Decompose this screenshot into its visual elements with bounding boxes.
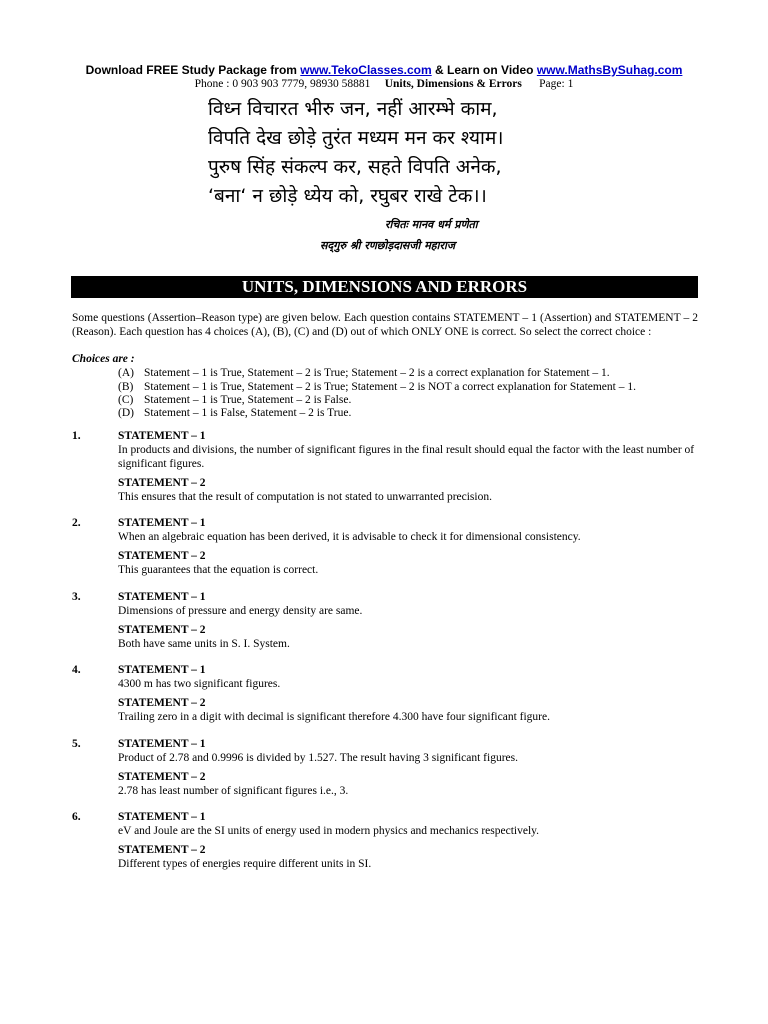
choice-text: Statement – 1 is True, Statement – 2 is False. [144, 394, 352, 406]
statement-2-label: STATEMENT – 2 [118, 550, 206, 562]
signature-line-2: सद्‌गुरु श्री रणछोड़दासजी महाराज [320, 239, 455, 252]
choice-item [118, 380, 636, 394]
section-title: UNITS, DIMENSIONS AND ERRORS [71, 276, 698, 298]
signature-line-1: रचितः मानव धर्म प्रणेता [385, 218, 478, 231]
question-statements [118, 663, 698, 724]
download-header [0, 63, 768, 77]
statement-2-text: 2.78 has least number of significant figures i.e., 3. [118, 785, 349, 797]
tekoclasses-link[interactable]: www.TekoClasses.com [300, 63, 432, 77]
mathsbysuhag-link[interactable]: www.MathsBySuhag.com [536, 63, 683, 77]
question-statements [118, 516, 698, 577]
statement-2-text: Trailing zero in a digit with decimal is significant therefore 4.300 have four significant figure. [118, 711, 550, 723]
poem-line: विपति देख छोड़े तुरंत मध्यम मन कर श्याम। [208, 127, 504, 149]
statement-2-text: Different types of energies require different units in SI. [118, 858, 372, 870]
statement-2-text: This guarantees that the equation is correct. [118, 564, 319, 576]
choice-text: Statement – 1 is False, Statement – 2 is True. [144, 407, 352, 419]
question-number: 3. [72, 591, 81, 603]
question-number: 1. [72, 430, 81, 442]
choice-label: (B) [118, 381, 134, 393]
choice-item [118, 406, 351, 420]
choice-label: (C) [118, 394, 134, 406]
topic-text: Units, Dimensions & Errors [384, 78, 522, 90]
statement-1-text: eV and Joule are the SI units of energy used in modern physics and mechanics respectively. [118, 825, 540, 837]
statement-1-label: STATEMENT – 1 [118, 591, 206, 603]
statement-2-text: This ensures that the result of computation is not stated to unwarranted precision. [118, 491, 492, 503]
question-statements [118, 810, 698, 871]
statement-2-label: STATEMENT – 2 [118, 697, 206, 709]
learn-text: & Learn on Video [431, 63, 537, 77]
choice-item [118, 366, 610, 380]
choice-text: Statement – 1 is True, Statement – 2 is True; Statement – 2 is a correct explanation for Statement – 1. [144, 367, 610, 379]
hindi-poem [208, 95, 504, 211]
choice-label: (A) [118, 367, 134, 379]
statement-1-label: STATEMENT – 1 [118, 811, 206, 823]
statement-1-label: STATEMENT – 1 [118, 517, 206, 529]
statement-2-label: STATEMENT – 2 [118, 477, 206, 489]
statement-2-label: STATEMENT – 2 [118, 624, 206, 636]
phone-text: Phone : 0 903 903 7779, 98930 58881 [194, 78, 371, 90]
choice-text: Statement – 1 is True, Statement – 2 is True; Statement – 2 is NOT a correct explanation for Statement – 1. [144, 381, 636, 393]
question-number: 4. [72, 664, 81, 676]
question-statements [118, 737, 698, 798]
question-number: 5. [72, 738, 81, 750]
poem-line: पुरुष सिंह संकल्प कर, सहते विपति अनेक, [208, 156, 502, 178]
choice-item [118, 393, 351, 407]
statement-2-label: STATEMENT – 2 [118, 771, 206, 783]
statement-1-label: STATEMENT – 1 [118, 738, 206, 750]
phone-header [0, 78, 768, 90]
choice-label: (D) [118, 407, 134, 419]
download-text: Download FREE Study Package from [85, 63, 301, 77]
statement-1-label: STATEMENT – 1 [118, 664, 206, 676]
statement-1-text: 4300 m has two significant figures. [118, 678, 281, 690]
page-number: Page: 1 [539, 78, 574, 90]
statement-1-label: STATEMENT – 1 [118, 430, 206, 442]
statement-1-text: When an algebraic equation has been derived, it is advisable to check it for dimensional consistency. [118, 531, 581, 543]
poem-line: विध्न विचारत भीरु जन, नहीं आरम्भे काम, [208, 98, 498, 120]
statement-1-text: Product of 2.78 and 0.9996 is divided by 1.527. The result having 3 significant figures. [118, 752, 518, 764]
instructions-paragraph: Some questions (Assertion–Reason type) are given below. Each question contains STATEMENT – 1 (Assertion) and STATEMENT – 2 (Reason). Each question has 4 choices (A), (B), (C) and (D) out of which ONLY ONE is correct. So select the correct choice : [72, 312, 698, 338]
choices-heading: Choices are : [72, 353, 135, 365]
statement-2-label: STATEMENT – 2 [118, 844, 206, 856]
poem-line: ‘बना‘ न छोड़े ध्येय को, रघुबर राखे टेक।। [208, 185, 487, 207]
statement-2-text: Both have same units in S. I. System. [118, 638, 290, 650]
statement-1-text: Dimensions of pressure and energy density are same. [118, 605, 363, 617]
question-number: 2. [72, 517, 81, 529]
statement-1-text: In products and divisions, the number of significant figures in the final result should equal the factor with the least number of significant figures. [118, 444, 695, 470]
question-number: 6. [72, 811, 81, 823]
question-statements [118, 429, 698, 504]
question-statements [118, 590, 698, 651]
